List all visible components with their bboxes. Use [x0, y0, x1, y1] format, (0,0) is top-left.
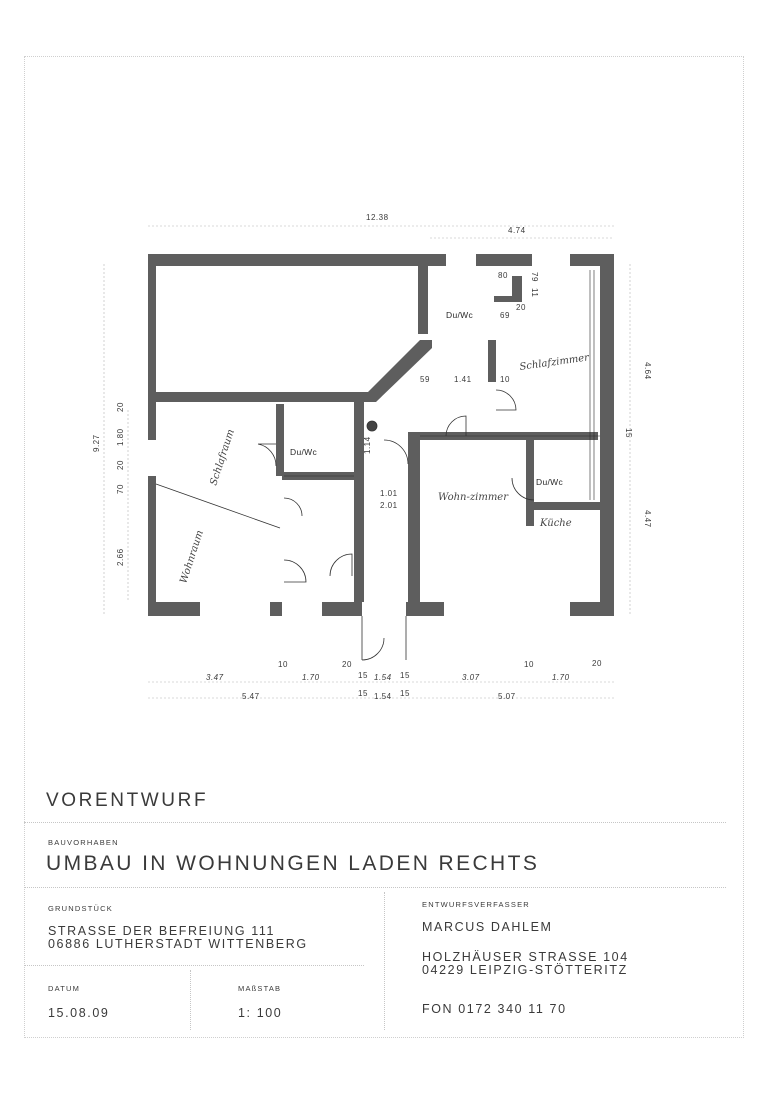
dim-right-upper: 4.64	[643, 362, 652, 380]
site-label: GRUNDSTÜCK	[48, 904, 113, 913]
date-value: 15.08.09	[48, 1006, 110, 1020]
dim-bottom-15b: 15	[400, 671, 410, 680]
dim-bottom-10a: 10	[278, 660, 288, 669]
vrule-date	[190, 970, 191, 1030]
dim-hall-59: 59	[420, 375, 430, 384]
dim-hall-141: 1.41	[454, 375, 472, 384]
room-du-wc-right: Du/Wc	[536, 477, 563, 487]
dim-bottom-20a: 20	[342, 660, 352, 669]
wall-top-left	[148, 254, 446, 266]
dim-bottom-15a: 15	[358, 671, 368, 680]
wall-bottom-3	[322, 602, 362, 616]
dim-bottom-15c: 15	[358, 689, 368, 698]
dim-bottom-20b: 20	[592, 659, 602, 668]
room-kueche: Küche	[540, 518, 572, 529]
rule-3	[24, 965, 364, 966]
wall-hall-right	[408, 432, 420, 602]
dim-wc-20: 20	[516, 303, 526, 312]
dim-bottom-547: 5.47	[242, 692, 260, 701]
dim-hall-114: 1.14	[363, 436, 372, 454]
wall-top-mid	[476, 254, 532, 266]
scale-label: MAßSTAB	[238, 984, 282, 993]
door-room-left	[284, 498, 302, 516]
dim-bottom-347: 3.47	[206, 673, 224, 682]
door-bottom-hall	[330, 554, 352, 576]
rule-1	[24, 822, 726, 823]
date-label: DATUM	[48, 984, 81, 993]
dim-seg-180: 1.80	[116, 428, 125, 446]
vrule-main	[384, 892, 385, 1030]
wall-right	[600, 254, 614, 616]
author-line-1: HOLZHÄUSER STRASSE 104	[422, 950, 629, 964]
author-line-2: 04229 LEIPZIG-STÖTTERITZ	[422, 963, 628, 977]
room-schlafzimmer-right: Schlafzimmer	[518, 352, 590, 373]
wall-wc-top-right	[488, 340, 496, 382]
dim-hall-101: 1.01	[380, 489, 398, 498]
dim-bottom-170a: 1.70	[302, 673, 320, 682]
project-label: BAUVORHABEN	[48, 838, 119, 847]
dim-wc-79: 79	[530, 272, 539, 282]
wall-diagonal	[368, 340, 432, 402]
dim-overall-width: 12.38	[366, 213, 389, 222]
wall-shop-bottom	[148, 392, 368, 402]
dim-bottom-154b: 1.54	[374, 692, 392, 701]
column	[367, 421, 377, 431]
stage-title: VORENTWURF	[46, 790, 209, 811]
dim-hall-10: 10	[500, 375, 510, 384]
project-title: UMBAU IN WOHNUNGEN LADEN RECHTS	[46, 852, 540, 875]
dim-bottom-507: 5.07	[498, 692, 516, 701]
door-swings	[156, 390, 534, 660]
scale-value: 1: 100	[238, 1006, 283, 1020]
dim-bottom-10b: 10	[524, 660, 534, 669]
door-bottom-left	[284, 560, 306, 582]
wall-wc-right-bottom	[526, 502, 600, 510]
door-wc-left	[258, 444, 276, 466]
room-wohnraum-left: Wohnraum	[178, 529, 206, 585]
dim-seg-266: 2.66	[116, 548, 125, 566]
author-phone: FON 0172 340 11 70	[422, 1002, 567, 1016]
hatching	[284, 270, 600, 500]
dim-wc-11: 11	[530, 288, 539, 298]
dim-hall-201: 2.01	[380, 501, 398, 510]
wall-hall-left	[354, 402, 364, 602]
room-du-wc-top: Du/Wc	[446, 310, 473, 320]
room-schlafraum-left: Schlafraum	[208, 427, 237, 487]
walls	[148, 254, 614, 616]
dim-wc-69: 69	[500, 311, 510, 320]
wall-left-lower	[148, 476, 156, 616]
wall-bottom-1	[148, 602, 200, 616]
door-entry	[362, 616, 406, 660]
wall-wc-right-left	[526, 440, 534, 526]
wall-shop-right	[418, 254, 428, 334]
diagonal-line	[156, 484, 280, 528]
author-label: ENTWURFSVERFASSER	[422, 900, 530, 909]
dim-bottom-170b: 1.70	[552, 673, 570, 682]
door-bedroom	[496, 390, 516, 410]
site-line-2: 06886 LUTHERSTADT WITTENBERG	[48, 937, 308, 951]
wall-bottom-4	[406, 602, 444, 616]
dim-right-lower: 4.47	[643, 510, 652, 528]
dimension-labels	[92, 213, 652, 701]
door-hall	[384, 440, 408, 464]
dimension-lines	[104, 226, 630, 698]
dim-right-width: 4.74	[508, 226, 526, 235]
wall-bottom-2	[270, 602, 282, 616]
dim-height-total: 9.27	[92, 434, 101, 452]
rule-2	[24, 887, 726, 888]
dim-seg-70: 70	[116, 484, 125, 494]
wall-bottom-5	[570, 602, 614, 616]
dim-seg-20-mid: 20	[116, 460, 125, 470]
wall-wc-left-right	[276, 404, 284, 476]
dim-bottom-307: 3.07	[462, 673, 480, 682]
wall-shaft-b	[494, 296, 522, 302]
dim-bottom-154a: 1.54	[374, 673, 392, 682]
dim-wc-80: 80	[498, 271, 508, 280]
dim-seg-20-top: 20	[116, 402, 125, 412]
author-name: MARCUS DAHLEM	[422, 920, 553, 934]
dim-bottom-15d: 15	[400, 689, 410, 698]
dim-right-wall: 15	[624, 428, 633, 438]
wall-left-upper	[148, 254, 156, 440]
room-du-wc-left: Du/Wc	[290, 447, 317, 457]
room-wohnzimmer: Wohn-zimmer	[438, 492, 509, 503]
site-line-1: STRASSE DER BEFREIUNG 111	[48, 924, 276, 938]
